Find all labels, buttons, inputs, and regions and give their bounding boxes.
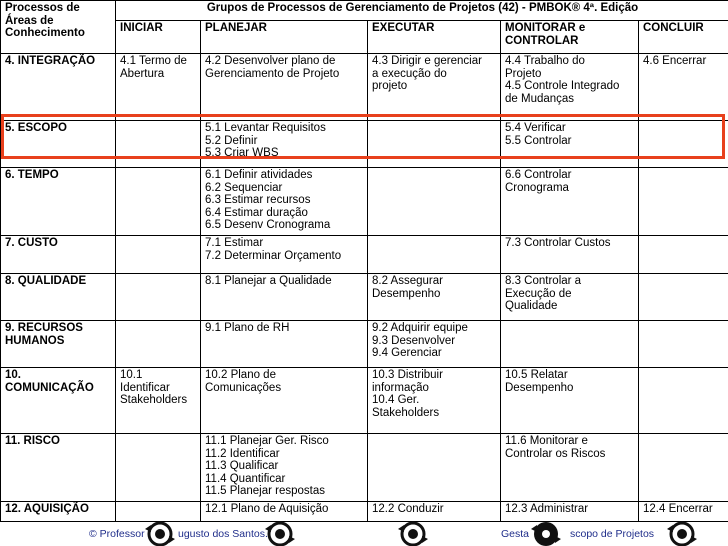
gear-cycle-icon xyxy=(664,519,700,546)
process-cell-executar xyxy=(368,54,501,121)
process-cell-iniciar xyxy=(116,368,201,434)
cell-text-line: Cronograma xyxy=(505,181,569,194)
process-cell-monitorar xyxy=(501,274,639,321)
cell-text-line: 4.2 Desenvolver plano de xyxy=(205,55,336,67)
knowledge-area-row xyxy=(1,168,728,236)
cell-text-line: 9.1 Plano de RH xyxy=(205,322,290,334)
cell-text-line: 12. AQUISIÇÃO xyxy=(5,503,89,515)
cell-text-line: 11.4 Quantificar xyxy=(205,472,286,485)
cell-text-line: 8.3 Controlar a xyxy=(505,275,582,287)
cell-text-line: 4.4 Trabalho do xyxy=(505,55,585,67)
cell-text-line: 5.1 Levantar Requisitos xyxy=(205,122,326,134)
cell-text-line: MONITORAR e xyxy=(505,22,586,34)
process-cell-executar xyxy=(368,168,501,236)
cell-text-line: 6. TEMPO xyxy=(5,169,59,181)
process-cell-planejar xyxy=(201,168,368,236)
cell-text-line: 12.4 Encerrar xyxy=(643,503,713,515)
process-cell-concluir xyxy=(639,236,728,274)
process-cell-iniciar xyxy=(116,168,201,236)
cell-text-line: 11.5 Planejar respostas xyxy=(205,485,325,498)
process-cell-executar xyxy=(368,368,501,434)
knowledge-area-cell xyxy=(1,121,116,168)
process-cell-monitorar xyxy=(501,236,639,274)
cell-text-line: 12.3 Administrar xyxy=(505,503,589,515)
cell-text-line: 11.6 Monitorar e xyxy=(505,435,588,447)
process-cell-monitorar xyxy=(501,121,639,168)
cell-text-line: 11. RISCO xyxy=(5,435,60,447)
corner-header-cell xyxy=(1,1,116,54)
process-cell-monitorar xyxy=(501,368,639,434)
process-cell-planejar xyxy=(201,236,368,274)
cell-text-line: 11.3 Qualificar xyxy=(205,460,279,473)
cell-text-line: COMUNICAÇÃO xyxy=(5,381,94,394)
cell-text-line: Áreas de xyxy=(5,14,54,27)
knowledge-area-row xyxy=(1,434,728,502)
cell-text-line: 11.1 Planejar Ger. Risco xyxy=(205,435,329,447)
cell-text-line: 4.5 Controle Integrado xyxy=(505,80,620,93)
cell-text-line: Projeto xyxy=(505,67,542,80)
knowledge-area-cell xyxy=(1,54,116,121)
process-cell-monitorar xyxy=(501,168,639,236)
process-cell-concluir xyxy=(639,434,728,502)
column-header-executar xyxy=(368,21,501,54)
cell-text-line: 6.2 Sequenciar xyxy=(205,181,283,194)
column-header-planejar xyxy=(201,21,368,54)
knowledge-area-cell xyxy=(1,236,116,274)
cell-text-line: 8.1 Planejar a Qualidade xyxy=(205,275,332,287)
process-cell-concluir xyxy=(639,274,728,321)
cell-text-line: 7.3 Controlar Custos xyxy=(505,237,611,249)
process-cell-concluir xyxy=(639,168,728,236)
cell-text-line: 4.3 Dirigir e gerenciar xyxy=(372,55,482,67)
cell-text-line: 9.2 Adquirir equipe xyxy=(372,322,468,334)
process-cell-iniciar xyxy=(116,274,201,321)
process-cell-iniciar xyxy=(116,321,201,368)
process-cell-executar xyxy=(368,121,501,168)
cell-text-line: Conhecimento xyxy=(5,27,85,40)
cell-text-line: Gerenciamento de Projeto xyxy=(205,67,340,80)
process-cell-executar xyxy=(368,236,501,274)
cell-text-line: Comunicações xyxy=(205,381,282,394)
knowledge-area-cell xyxy=(1,434,116,502)
process-cell-planejar xyxy=(201,368,368,434)
knowledge-area-cell xyxy=(1,274,116,321)
cell-text-line: INICIAR xyxy=(120,22,163,34)
cell-text-line: 10.1 xyxy=(120,369,143,381)
cell-text-line: projeto xyxy=(372,80,408,93)
knowledge-area-row xyxy=(1,321,728,368)
knowledge-area-cell xyxy=(1,168,116,236)
cell-text-line: 10. xyxy=(5,369,21,381)
cell-text-line: Controlar os Riscos xyxy=(505,447,606,460)
process-cell-iniciar xyxy=(116,121,201,168)
cell-text-line: PLANEJAR xyxy=(205,22,267,34)
cell-text-line: 6.5 Desenv Cronograma xyxy=(205,219,331,232)
knowledge-area-row xyxy=(1,236,728,274)
cell-text-line: Abertura xyxy=(120,67,165,80)
process-cell-monitorar xyxy=(501,434,639,502)
cell-text-line: 7.2 Determinar Orçamento xyxy=(205,249,342,262)
process-cell-executar xyxy=(368,321,501,368)
cell-text-line: a execução do xyxy=(372,67,447,80)
process-cell-executar xyxy=(368,274,501,321)
groups-title-header xyxy=(116,1,728,21)
cell-text-line: 6.4 Estimar duração xyxy=(205,206,308,219)
cell-text-line: Desempenho xyxy=(505,381,574,394)
cell-text-line: 6.6 Controlar xyxy=(505,169,572,181)
knowledge-area-row xyxy=(1,274,728,321)
process-cell-monitorar xyxy=(501,321,639,368)
footer-author-text-a: © Professor xyxy=(89,528,145,540)
cell-text-line: 7. CUSTO xyxy=(5,237,58,249)
knowledge-area-cell xyxy=(1,368,116,434)
process-cell-planejar xyxy=(201,321,368,368)
cell-text-line: Stakeholders xyxy=(372,406,440,419)
cell-text-line: de Mudanças xyxy=(505,92,575,105)
process-cell-planejar xyxy=(201,54,368,121)
process-cell-concluir xyxy=(639,321,728,368)
cell-text-line: 7.1 Estimar xyxy=(205,237,264,249)
cell-text-line: 6.1 Definir atividades xyxy=(205,169,313,181)
footer-title-text-a: Gesta xyxy=(501,528,530,540)
cell-text-line: 12.1 Plano de Aquisição xyxy=(205,503,329,515)
footer-title-text-b: scopo de Projetos xyxy=(570,528,655,540)
process-cell-concluir xyxy=(639,121,728,168)
cell-text-line: 5.4 Verificar xyxy=(505,122,566,134)
gear-cycle-icon xyxy=(262,519,298,546)
cell-text-line: Identificar xyxy=(120,381,170,394)
cell-text-line: 8.2 Assegurar xyxy=(372,275,443,287)
slide-footer xyxy=(0,519,728,546)
cell-text-line: Qualidade xyxy=(505,300,558,313)
process-cell-monitorar xyxy=(501,54,639,121)
process-cell-iniciar xyxy=(116,236,201,274)
gear-cycle-icon xyxy=(395,519,431,546)
cell-text-line: HUMANOS xyxy=(5,334,65,347)
cell-text-line: Desempenho xyxy=(372,287,441,300)
process-cell-iniciar xyxy=(116,54,201,121)
cell-text-line: 8. QUALIDADE xyxy=(5,275,87,287)
knowledge-area-cell xyxy=(1,321,116,368)
cell-text-line: Processos de xyxy=(5,2,80,14)
column-header-monitorar xyxy=(501,21,639,54)
knowledge-area-row xyxy=(1,368,728,434)
cell-text-line: Stakeholders xyxy=(120,394,188,407)
cell-text-line: Execução de xyxy=(505,287,572,300)
cell-text-line: 10.3 Distribuir xyxy=(372,369,443,381)
process-cell-planejar xyxy=(201,434,368,502)
column-header-iniciar xyxy=(116,21,201,54)
cell-text-line: 10.2 Plano de xyxy=(205,369,276,381)
cell-text-line: CONTROLAR xyxy=(505,34,579,47)
process-cell-concluir xyxy=(639,54,728,121)
gear-cycle-icon xyxy=(142,519,178,546)
process-cell-concluir xyxy=(639,368,728,434)
cell-text-line: 5.2 Definir xyxy=(205,134,258,147)
cell-text-line: 4.1 Termo de xyxy=(120,55,187,67)
cell-text-line: informação xyxy=(372,381,429,394)
process-cell-executar xyxy=(368,434,501,502)
column-header-concluir xyxy=(639,21,728,54)
cell-text-line: 4. INTEGRAÇÃO xyxy=(5,55,96,67)
cell-text-line: 4.6 Encerrar xyxy=(643,55,707,67)
cell-text-line: 5.3 Criar WBS xyxy=(205,147,279,160)
knowledge-area-row xyxy=(1,121,728,168)
cell-text-line: 5.5 Controlar xyxy=(505,134,572,147)
process-cell-planejar xyxy=(201,121,368,168)
cell-text-line: 5. ESCOPO xyxy=(5,122,67,134)
cell-text-line: 9.4 Gerenciar xyxy=(372,347,442,360)
cell-text-line: 9.3 Desenvolver xyxy=(372,334,456,347)
gear-cycle-icon xyxy=(528,519,564,546)
cell-text-line: 9. RECURSOS xyxy=(5,322,83,334)
process-cell-planejar xyxy=(201,274,368,321)
cell-text-line: 12.2 Conduzir xyxy=(372,503,444,515)
cell-text-line: 10.5 Relatar xyxy=(505,369,568,381)
groups-title-text: Grupos de Processos de Gerenciamento de Projetos (42) - PMBOK® 4ª. Edição xyxy=(206,2,639,14)
cell-text-line: 11.2 Identificar xyxy=(205,447,280,460)
process-cell-iniciar xyxy=(116,434,201,502)
cell-text-line: EXECUTAR xyxy=(372,22,435,34)
footer-author-text-b: ugusto dos Santos. xyxy=(178,528,268,540)
cell-text-line: CONCLUIR xyxy=(643,22,704,34)
cell-text-line: 6.3 Estimar recursos xyxy=(205,194,311,207)
knowledge-area-row xyxy=(1,54,728,121)
cell-text-line: 10.4 Ger. xyxy=(372,394,420,407)
